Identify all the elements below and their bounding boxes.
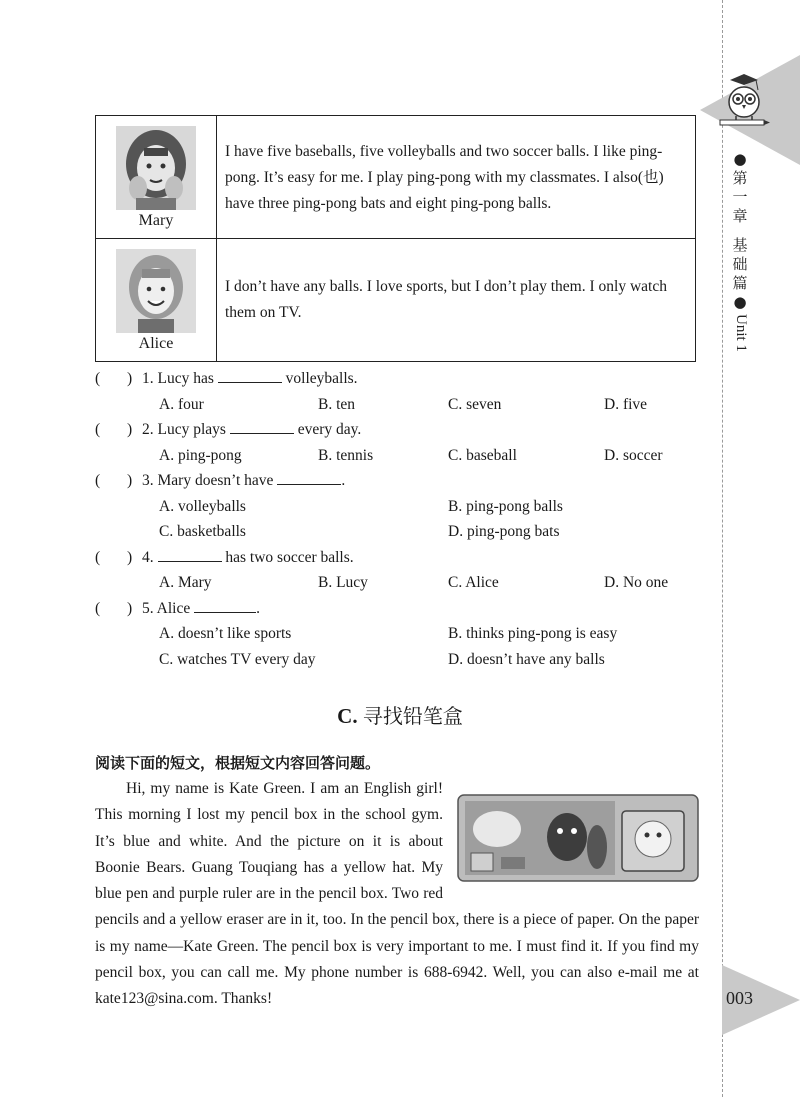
question-text: volleyballs. bbox=[285, 370, 358, 387]
option-row bbox=[95, 570, 695, 596]
question-text: Lucy plays bbox=[157, 421, 226, 438]
option: C. Alice bbox=[448, 574, 499, 591]
pencil-box-image-icon bbox=[457, 789, 699, 885]
option: C. baseball bbox=[448, 446, 517, 464]
page-number: 003 bbox=[726, 988, 753, 1008]
table-row bbox=[96, 239, 696, 362]
question-stem bbox=[95, 468, 695, 494]
option: A. Mary bbox=[159, 574, 212, 591]
profile-text: I have five baseballs, five volleyballs and two soccer balls. I like ping-pong. It’s easy for me. I play ping-pong with my classmates. I also(也) have three ping-pong bats and eight ping-pong balls. bbox=[225, 143, 664, 212]
answer-paren-right[interactable]: ) bbox=[127, 472, 133, 489]
unit-label: Unit 1 bbox=[733, 314, 749, 352]
profile-photo-cell bbox=[96, 239, 217, 362]
answer-paren-right[interactable]: ) bbox=[127, 370, 133, 387]
option-row bbox=[95, 621, 695, 647]
profile-text-cell bbox=[217, 116, 696, 239]
option: C. seven bbox=[448, 395, 502, 413]
option: B. ping-pong balls bbox=[448, 497, 563, 515]
question-text: every day. bbox=[297, 421, 362, 438]
option-row bbox=[95, 392, 695, 418]
question-list bbox=[95, 366, 695, 672]
answer-blank[interactable] bbox=[230, 418, 294, 434]
section-heading bbox=[0, 700, 800, 729]
option: C. basketballs bbox=[159, 523, 246, 540]
option: D. five bbox=[604, 395, 648, 413]
answer-blank[interactable] bbox=[277, 469, 341, 485]
option: D. soccer bbox=[604, 446, 663, 464]
answer-paren-left: ( bbox=[95, 472, 101, 489]
profile-name: Alice bbox=[138, 335, 174, 352]
option: A. doesn’t like sports bbox=[159, 625, 292, 642]
option: A. volleyballs bbox=[159, 497, 246, 515]
question-stem bbox=[95, 366, 695, 392]
table-row bbox=[96, 116, 696, 239]
margin-dashed-line bbox=[722, 0, 723, 1097]
profile-name: Mary bbox=[138, 212, 174, 229]
question-stem bbox=[95, 596, 695, 622]
answer-paren-right[interactable]: ) bbox=[127, 548, 133, 566]
option: A. ping-pong bbox=[159, 446, 242, 464]
section-letter: C. bbox=[337, 704, 358, 728]
option: D. ping-pong bats bbox=[448, 523, 560, 540]
owl-mascot-icon bbox=[716, 68, 772, 132]
question-number: 2. bbox=[142, 421, 154, 438]
section-title: 寻找铅笔盒 bbox=[362, 704, 463, 728]
question-text: Lucy has bbox=[157, 370, 214, 387]
option-row bbox=[95, 519, 695, 545]
question-number: 3. bbox=[142, 472, 154, 489]
answer-paren-right[interactable]: ) bbox=[127, 421, 133, 438]
profile-text-cell bbox=[217, 239, 696, 362]
option: C. watches TV every day bbox=[159, 650, 316, 668]
answer-paren-left: ( bbox=[95, 421, 101, 438]
answer-blank[interactable] bbox=[218, 367, 282, 383]
question-text: . bbox=[256, 599, 260, 617]
answer-paren-left: ( bbox=[95, 370, 101, 387]
answer-paren-right[interactable]: ) bbox=[127, 599, 133, 617]
answer-paren-left: ( bbox=[95, 599, 101, 617]
question-number: 4. bbox=[142, 548, 154, 566]
question-text: has two soccer balls. bbox=[225, 548, 354, 566]
option: B. tennis bbox=[318, 446, 374, 464]
option-row bbox=[95, 494, 695, 520]
question-text: Mary doesn’t have bbox=[157, 472, 274, 489]
passage-text: Hi, my name is Kate Green. I am an English girl! This morning I lost my pencil box in the school gym. It’s blue and white. And the picture on it is about Boonie Bears. Guang Touqiang has a yellow hat. My blue pen and purple ruler are in the pencil box. Two red pencils and a yellow eraser are in it, too. In the pencil box, there is a piece of paper. On the paper is my name—Kate Green. The pencil box is very important to me. I must find it. If you find my pencil box, you can call me. My phone number is 688-6942. Well, you can also e-mail me at kate123@sina.com. Thanks! bbox=[95, 780, 699, 1008]
answer-paren-left: ( bbox=[95, 548, 101, 566]
profile-photo-cell bbox=[96, 116, 217, 239]
question-number: 1. bbox=[142, 370, 154, 387]
question-number: 5. bbox=[142, 599, 154, 617]
option: B. thinks ping-pong is easy bbox=[448, 625, 618, 642]
option-row bbox=[95, 647, 695, 673]
girl-photo-icon bbox=[116, 249, 196, 333]
option: A. four bbox=[159, 395, 204, 413]
option: B. ten bbox=[318, 395, 356, 413]
option: D. doesn’t have any balls bbox=[448, 650, 605, 668]
reading-passage bbox=[95, 776, 699, 1013]
option-row bbox=[95, 443, 695, 469]
answer-blank[interactable] bbox=[194, 597, 256, 613]
option: D. No one bbox=[604, 574, 669, 591]
question-text: . bbox=[341, 472, 346, 489]
profile-text: I don’t have any balls. I love sports, but I don’t play them. I only watch them on TV. bbox=[225, 278, 667, 321]
question-text: Alice bbox=[156, 599, 191, 617]
question-stem bbox=[95, 545, 695, 571]
answer-blank[interactable] bbox=[158, 546, 222, 562]
chapter-side-label: ● 第 一 章 基 础 篇 ● Unit 1 bbox=[732, 150, 749, 352]
girl-photo-icon bbox=[116, 126, 196, 210]
profile-table bbox=[95, 115, 696, 362]
option: B. Lucy bbox=[318, 574, 368, 591]
question-stem bbox=[95, 417, 695, 443]
instruction: 阅读下面的短文，根据短文内容回答问题。 bbox=[95, 754, 381, 772]
